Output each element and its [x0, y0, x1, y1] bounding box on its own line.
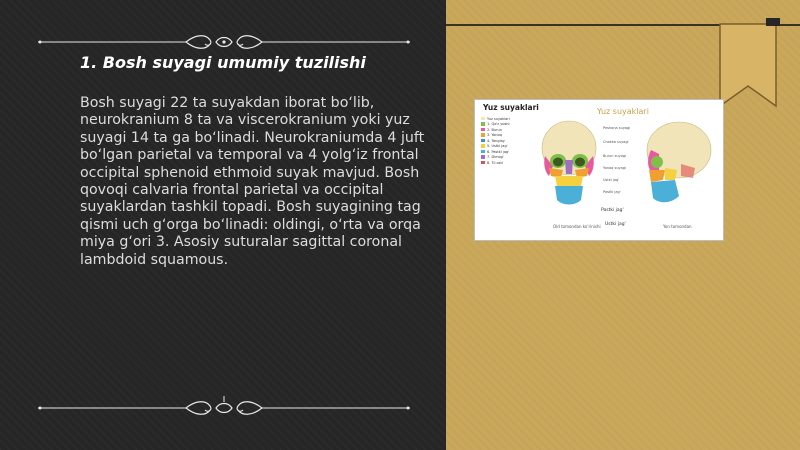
callout-label: Chakka suyagi	[603, 140, 629, 144]
legend-swatch	[481, 133, 485, 137]
skull-front-illustration	[539, 120, 599, 212]
legend-item	[481, 155, 515, 160]
slide-title: 1. Bosh suyagi umumiy tuzilishi	[80, 53, 366, 72]
callout-label: Burun suyagi	[603, 154, 627, 158]
legend-item	[481, 127, 515, 132]
legend-swatch	[481, 155, 485, 159]
legend-item	[481, 138, 515, 143]
legend-label: 7. Dimog'	[487, 155, 504, 159]
legend-label: 3. Yonoq	[487, 133, 502, 137]
legend-swatch	[481, 161, 485, 165]
callout-label: Yonoq suyagi	[603, 166, 626, 170]
legend-swatch	[481, 117, 485, 121]
ribbon-bookmark-icon	[718, 18, 780, 108]
legend-label: 8. Til osti	[487, 160, 503, 165]
legend-item	[481, 160, 515, 165]
flourish-divider-icon	[38, 394, 410, 418]
legend-label: 4. Tanglay	[487, 138, 505, 143]
figure-title: Yuz suyaklari	[483, 103, 539, 112]
legend-item	[481, 144, 515, 149]
legend-item	[481, 149, 515, 154]
legend-swatch	[481, 144, 485, 148]
legend-label: 5. Ustki jag'	[487, 144, 508, 148]
figure-caption-right: Yon tomondan	[663, 224, 692, 229]
legend-swatch	[481, 150, 485, 154]
figure-lower-label-left: Pastki jag'	[601, 208, 624, 213]
legend-label: 2. Burun	[487, 127, 502, 132]
flourish-divider-icon	[38, 30, 410, 54]
callout-label: Peshona suyagi	[603, 126, 631, 130]
skull-side-illustration	[641, 120, 713, 212]
figure-legend	[481, 116, 515, 166]
slide-body-text: Bosh suyagi 22 ta suyakdan iborat bo‘lib, neurokranium 8 ta va viscerokranium yoki yuz suyagi 14 ta ga bo‘linadi. Neurokraniumda 4 juft bo‘lgan parietal va temporal va 4 yolg‘iz frontal occipital sphenoid ethmoid suyak mavjud. Bosh qovoqi calvaria frontal parietal va occipital suyaklardan tashkil topadi. Bosh suyagining tag qismi uch g‘orga bo‘linadi: oldingi, o‘rta va orqa miya g‘ori 3. Asosiy suturalar sagittal coronal lambdoid squamous.	[80, 95, 425, 268]
legend-swatch	[481, 139, 485, 143]
legend-item	[481, 116, 515, 121]
legend-swatch	[481, 128, 485, 132]
legend-label: 6. Pastki jag'	[487, 149, 510, 154]
skull-diagram-figure	[474, 99, 724, 241]
figure-lower-label-right: Ustki jag'	[605, 222, 626, 227]
figure-caption-left: Old tomondan ko'rinishi	[553, 224, 601, 229]
legend-label: Yuz suyaklari	[487, 116, 510, 121]
legend-item	[481, 122, 515, 127]
figure-title-right: Yuz suyaklari	[597, 107, 649, 116]
legend-label: 1. Qo'z yoshi	[487, 122, 510, 126]
legend-item	[481, 133, 515, 138]
legend-swatch	[481, 122, 485, 126]
callout-label: Ustki jag'	[603, 178, 620, 182]
callout-label: Pastki jag'	[603, 190, 621, 194]
